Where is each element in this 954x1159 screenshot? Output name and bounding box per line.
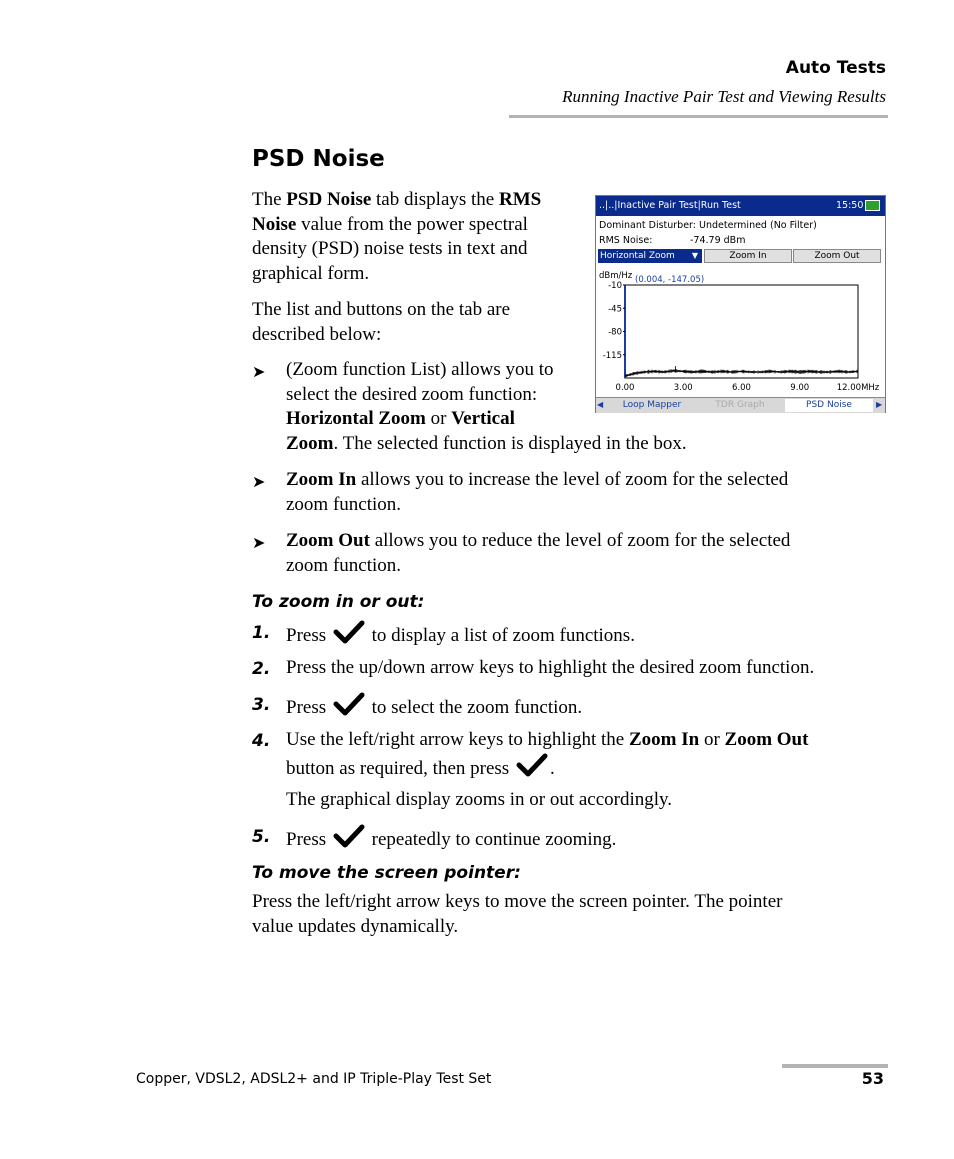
intro-line-4: graphical form. [252, 262, 370, 284]
screen-tab-bar [596, 397, 885, 413]
device-screenshot [595, 195, 886, 413]
tab-psd-noise[interactable]: PSD Noise [785, 399, 873, 412]
step-number: 2. [252, 659, 271, 679]
step-3-text: Press to select the zoom function. [286, 692, 582, 721]
bullet-3-line-2: zoom function. [286, 554, 402, 576]
intro-line-3: density (PSD) noise tests in text and [252, 238, 528, 259]
x-tick-label: 0.00 [615, 383, 635, 393]
bullet-1-line-4: Zoom. The selected function is displayed in the box. [286, 432, 687, 454]
step-number: 4. [252, 731, 271, 751]
rms-noise-value: -74.79 dBm [690, 235, 746, 246]
intro-p2-line-1: The list and buttons on the tab are [252, 299, 511, 320]
scroll-left-icon[interactable]: ◀ [597, 400, 604, 409]
bullet-2-line-1: Zoom In allows you to increase the level of zoom for the selected [286, 469, 789, 490]
checkmark-icon [516, 753, 548, 777]
step-5-text: Press repeatedly to continue zooming. [286, 824, 616, 853]
zoom-function-select[interactable]: Horizontal Zoom ▼ [598, 249, 702, 263]
scroll-right-icon[interactable]: ▶ [876, 400, 883, 409]
intro-line-2: Noise value from the power spectral [252, 213, 528, 235]
intro-line-1: The PSD Noise tab displays the RMS [252, 189, 542, 210]
bullet-3-line-1: Zoom Out allows you to reduce the level of zoom for the selected [286, 530, 791, 551]
y-tick-label: -10 [608, 281, 622, 291]
chevron-down-icon: ▼ [691, 251, 698, 260]
screen-title: ..|..|Inactive Pair Test|Run Test [599, 200, 741, 211]
bullet-arrow-icon: ➤ [252, 535, 266, 552]
x-tick-label: 9.00 [790, 383, 810, 393]
x-tick-label: 3.00 [673, 383, 693, 393]
y-tick-label: -45 [608, 304, 622, 315]
zoom-in-button[interactable]: Zoom In [704, 249, 792, 263]
pointer-readout: (0.004, -147.05) [635, 275, 705, 285]
step-1-text: Press to display a list of zoom functions. [286, 620, 635, 649]
page-number: 53 [861, 1069, 884, 1088]
pointer-text-line-2: value updates dynamically. [252, 915, 459, 937]
screen-clock: 15:50 [836, 200, 864, 211]
pointer-text-line-1: Press the left/right arrow keys to move the screen pointer. The pointer [252, 891, 783, 912]
bullet-1-line-2: select the desired zoom function: [286, 383, 538, 405]
rms-noise-label: RMS Noise: [599, 235, 653, 246]
tab-tdr-graph[interactable]: TDR Graph [715, 400, 765, 410]
screen-titlebar [596, 196, 885, 216]
header-rule [509, 115, 888, 118]
procedure-title-pointer: To move the screen pointer: [252, 863, 521, 883]
intro-p2-line-2: described below: [252, 323, 382, 345]
step-number: 1. [252, 623, 271, 643]
step-2-text: Press the up/down arrow keys to highlight the desired zoom function. [286, 657, 815, 678]
zoom-out-button[interactable]: Zoom Out [793, 249, 881, 263]
running-header-title: Auto Tests [785, 58, 886, 78]
checkmark-icon [333, 620, 365, 644]
x-tick-label: 6.00 [732, 383, 751, 393]
bullet-1-line-3: Horizontal Zoom or Vertical [286, 408, 515, 429]
footer-rule [782, 1064, 888, 1068]
step-number: 3. [252, 695, 271, 715]
step-4-line-2: button as required, then press . [286, 753, 555, 782]
x-tick-label: 12.00MHz [836, 383, 880, 393]
checkmark-icon [333, 692, 365, 716]
psd-noise-chart [596, 268, 885, 396]
tab-loop-mapper[interactable]: Loop Mapper [622, 400, 682, 410]
battery-icon [865, 200, 880, 211]
bullet-arrow-icon: ➤ [252, 364, 266, 381]
procedure-title-zoom: To zoom in or out: [252, 592, 425, 612]
bullet-2-line-2: zoom function. [286, 493, 402, 515]
dominant-disturber-text: Dominant Disturber: Undetermined (No Filter) [599, 220, 817, 231]
step-number: 5. [252, 827, 271, 847]
section-title: PSD Noise [252, 146, 385, 172]
y-tick-label: -80 [608, 327, 622, 338]
footer-product-name: Copper, VDSL2, ADSL2+ and IP Triple-Play Test Set [136, 1071, 492, 1087]
checkmark-icon [333, 824, 365, 848]
bullet-1-line-1: (Zoom function List) allows you to [286, 359, 554, 380]
step-4-result: The graphical display zooms in or out accordingly. [286, 789, 673, 810]
step-4-line-1: Use the left/right arrow keys to highlight the Zoom In or Zoom Out [286, 729, 809, 750]
y-axis-label: dBm/Hz [599, 271, 633, 281]
running-header-subtitle: Running Inactive Pair Test and Viewing Results [562, 87, 886, 106]
bullet-arrow-icon: ➤ [252, 474, 266, 491]
y-tick-label: -115 [602, 350, 622, 361]
